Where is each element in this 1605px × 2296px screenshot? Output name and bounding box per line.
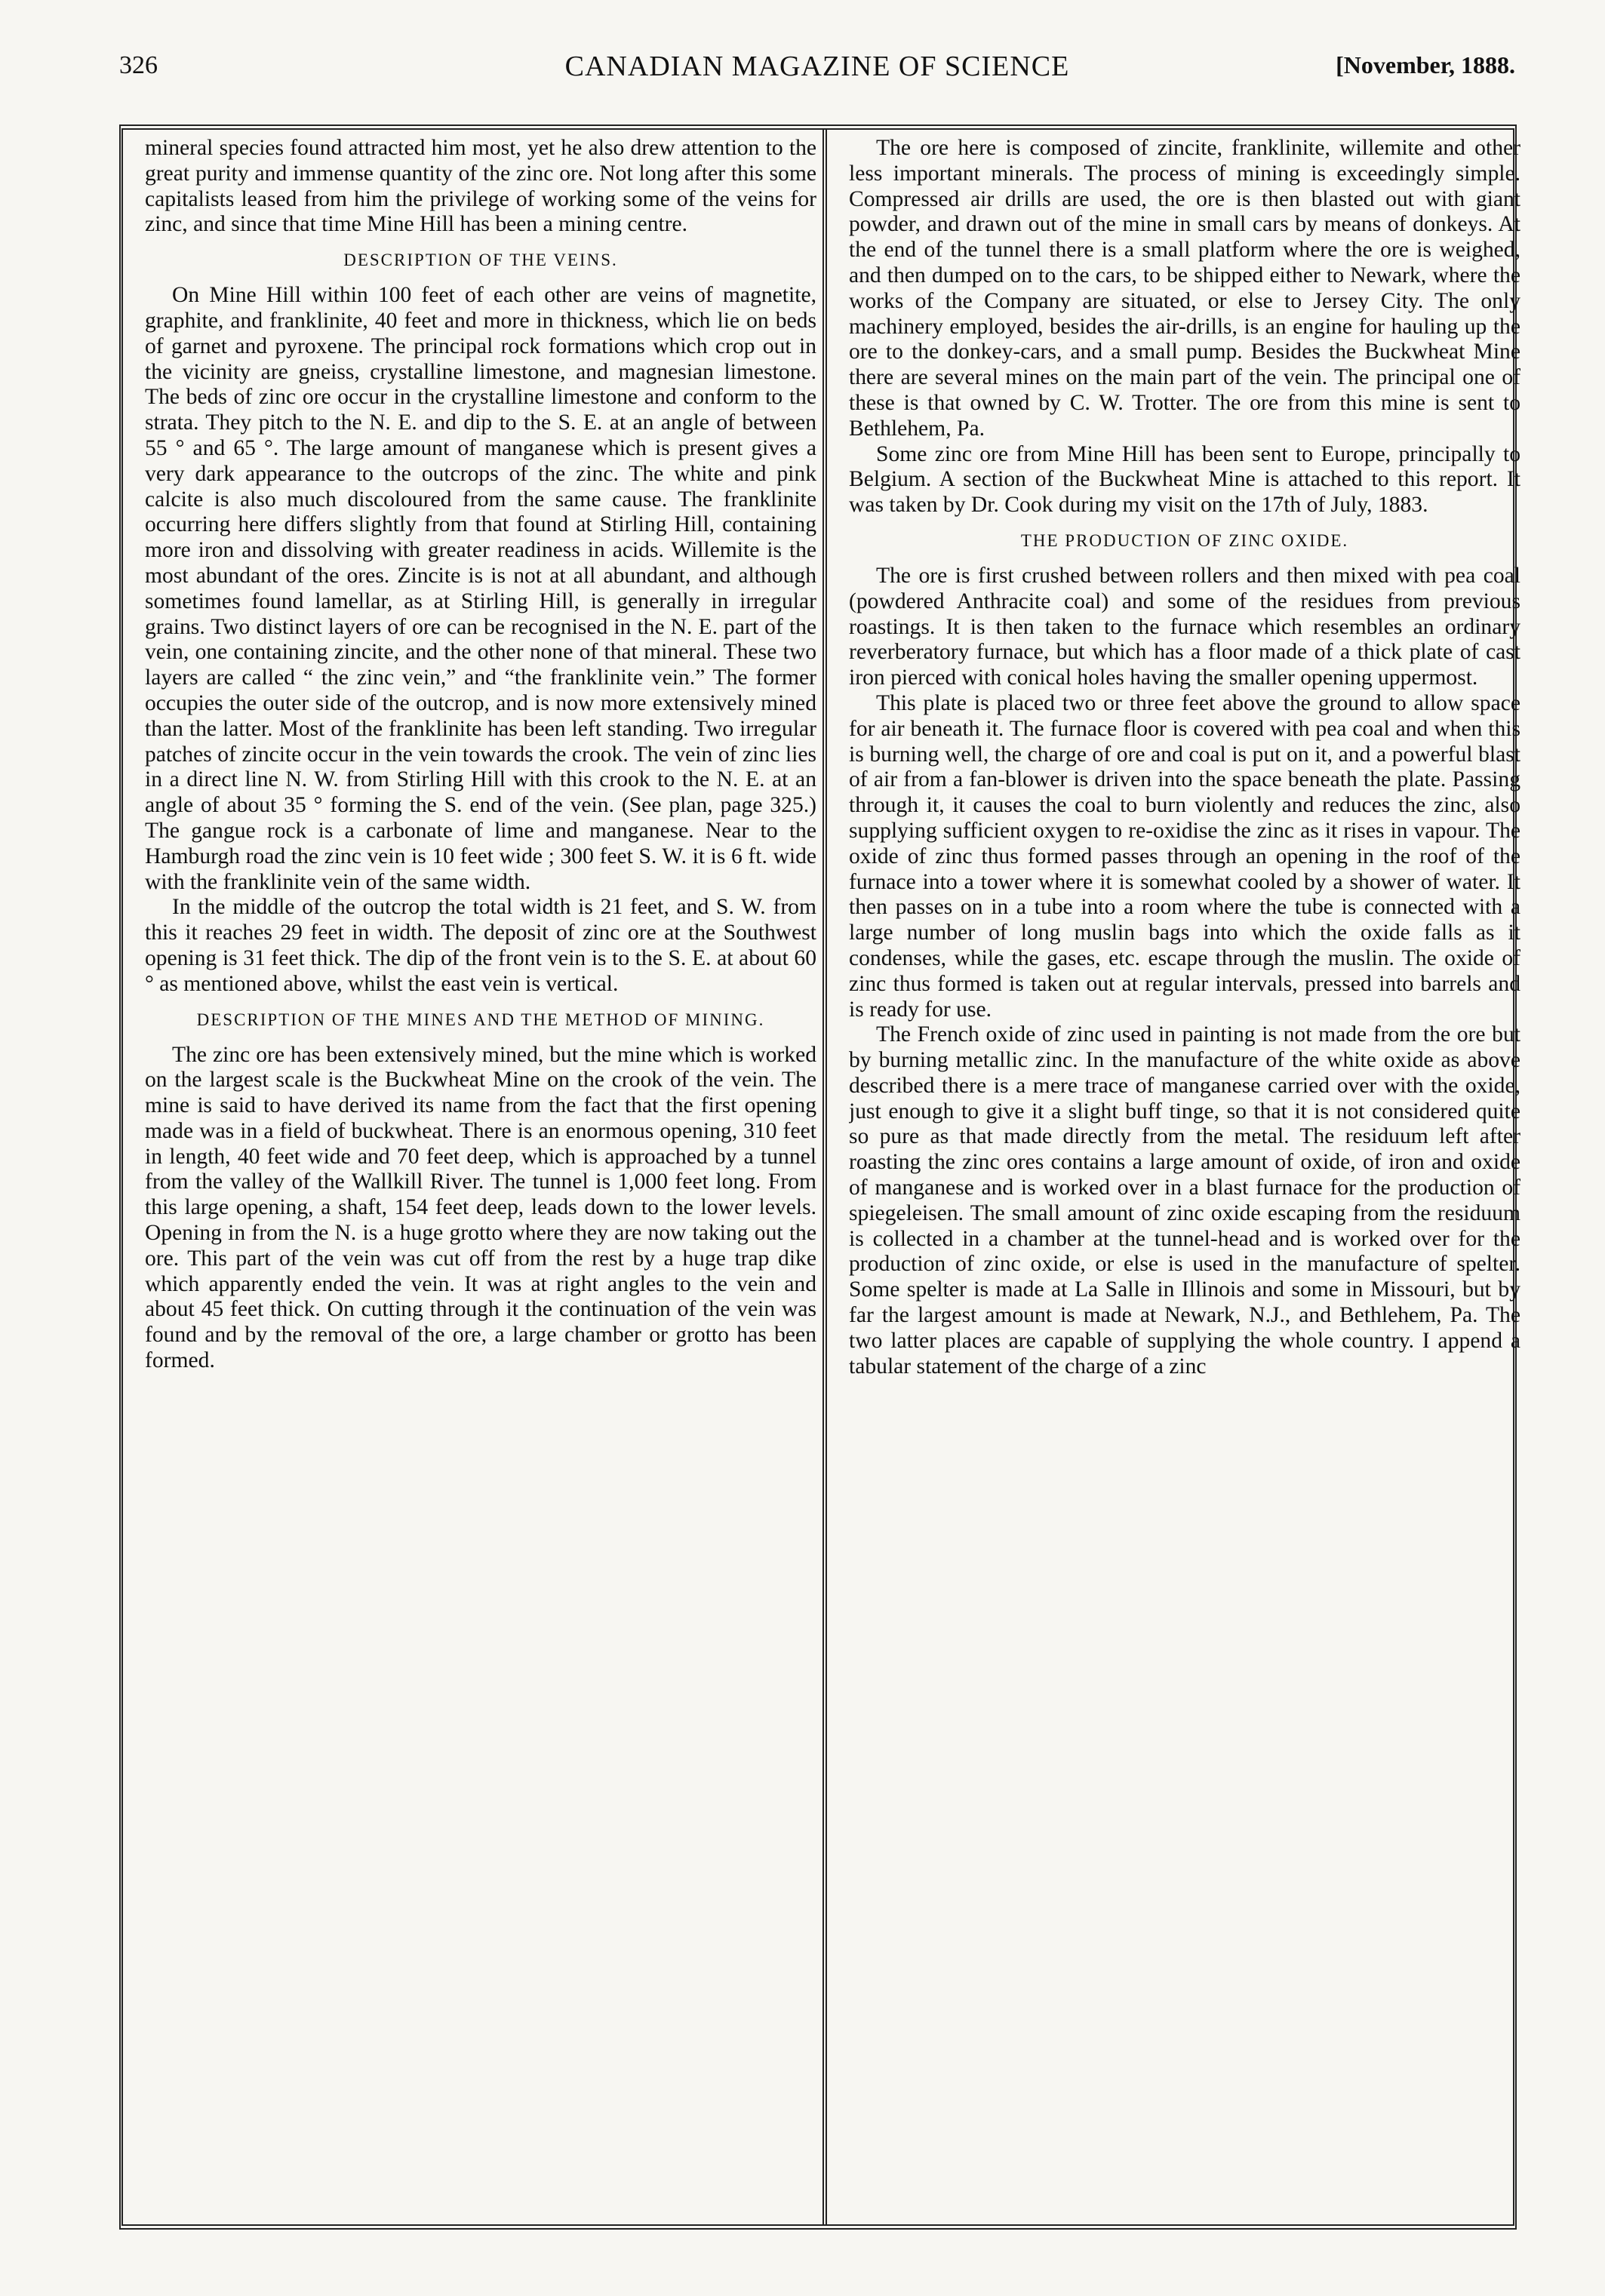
issue-date: [November, 1888. [1336,51,1515,78]
paragraph: On Mine Hill within 100 feet of each other are veins of magnetite, graphite, and franklinite, 40 feet and more in thickness, which lie on beds of garnet and pyroxene. The principal rock formations which crop out in the vicinity are gneiss, crystalline limestone, and magnesian limestone. The beds of zinc ore occur in the crystalline limestone and conform to the strata. They pitch to the N. E. and dip to the S. E. at an angle of between 55 ° and 65 °. The large amount of manganese which is present gives a very dark appearance to the outcrops of the zinc. The white and pink calcite is also much discoloured from the same cause. The franklinite occurring here differs slightly from that found at Stirling Hill, containing more iron and dissolving with greater readiness in acids. Willemite is the most abundant of the ores. Zincite is is not at all abundant, and although sometimes found lamellar, as at Stirling Hill, is generally in irregular grains. Two distinct layers of ore can be recognised in the N. E. part of the vein, one containing zincite, and the other none of that mineral. These two layers are called “ the zinc vein,” and “the franklinite vein.” The former occupies the outer side of the outcrop, and is now more extensively mined than the latter. Most of the franklinite has been left standing. Two irregular patches of zincite occur in the vein towards the crook. The vein of zinc lies in a direct line N. W. from Stirling Hill with this crook to the N. E. at an angle of about 35 ° forming the S. end of the vein. (See plan, page 325.) The gangue rock is a carbonate of lime and manganese. Near to the Hamburgh road the zinc vein is 10 feet wide ; 300 feet S. W. it is 6 ft. wide with the franklinite vein of the same width. [145,283,816,894]
section-heading: DESCRIPTION OF THE MINES AND THE METHOD OF MINING. [196,1010,765,1029]
page-header [119,44,1515,97]
running-title: CANADIAN MAGAZINE OF SCIENCE [564,51,1070,82]
paragraph: mineral species found attracted him most, yet he also drew attention to the great purity and immense quantity of the zinc ore. Not long after this some capitalists leased from him the privilege of working some of the veins for zinc, and since that time Mine Hill has been a mining centre. [145,136,816,237]
paragraph: The ore is first crushed between rollers and then mixed with pea coal (powdered Anthracite coal) and some of the residues from previous roastings. It is then taken to the furnace which resembles an ordinary reverberatory furnace, but which has a floor made of a thick plate of cast iron pierced with conical holes having the smaller opening uppermost. [849,563,1520,690]
paragraph: The zinc ore has been extensively mined, but the mine which is worked on the largest scale is the Buckwheat Mine on the crook of the vein. The mine is said to have derived its name from the fact that the first opening made was in a field of buckwheat. There is an enormous opening, 310 feet in length, 40 feet wide and 70 feet deep, which is approached by a tunnel from the valley of the Wallkill River. The tunnel is 1,000 feet long. From this large opening, a shaft, 154 feet deep, leads down to the lower levels. Opening in from the N. is a huge grotto where they are now taking out the ore. This part of the vein was cut off from the rest by a huge trap dike which apparently ended the vein. It was at right angles to the vein and about 45 feet thick. On cutting through it the continuation of the vein was found and by the removal of the ore, a large chamber or grotto has been formed. [145,1042,816,1373]
paragraph: In the middle of the outcrop the total width is 21 feet, and S. W. from this it reaches 29 feet in width. The deposit of zinc ore at the Southwest opening is 31 feet thick. The dip of the front vein is to the S. E. at about 60 ° as mentioned above, whilst the east vein is vertical. [145,895,816,996]
column-divider [822,130,827,2224]
paragraph: The French oxide of zinc used in painting is not made from the ore but by burning metallic zinc. In the manufacture of the white oxide as above described there is a mere trace of manganese carried over with the oxide, just enough to give it a slight buff tinge, so that it is not considered quite so pure as that made directly from the metal. The residuum left after roasting the zinc ores contains a large amount of oxide, of iron and oxide of manganese and is worked over in a blast furnace for the production of spiegeleisen. The small amount of zinc oxide escaping from the residuum is collected in a chamber at the tunnel-head and is worked over for the production of zinc oxide, or else is used in the manufacture of spelter. Some spelter is made at La Salle in Illinois and some in Missouri, but by far the largest amount is made at Newark, N.J., and Bethlehem, Pa. The two latter places are capable of supplying the whole country. I append a tabular statement of the charge of a zinc [849,1022,1520,1379]
paragraph: The ore here is composed of zincite, franklinite, willemite and other less important minerals. The process of mining is exceedingly simple. Compressed air drills are used, the ore is then blasted out with giant powder, and drawn out of the mine in small cars by means of donkeys. At the end of the tunnel there is a small platform where the ore is weighed, and then dumped on to the cars, to be shipped either to Newark, where the works of the Company are situated, or else to Jersey City. The only machinery employed, besides the air-drills, is an engine for hauling up the ore to the donkey-cars, and a small pump. Besides the Buckwheat Mine there are several mines on the main part of the vein. The principal one of these is that owned by C. W. Trotter. The ore from this mine is sent to Bethlehem, Pa. [849,136,1520,441]
left-column [145,136,816,2207]
section-heading: THE PRODUCTION OF ZINC OXIDE. [1020,530,1349,550]
page-number: 326 [119,51,158,79]
section-heading: DESCRIPTION OF THE VEINS. [343,251,618,270]
paragraph: Some zinc ore from Mine Hill has been sent to Europe, principally to Belgium. A section of the Buckwheat Mine is attached to this report. It was taken by Dr. Cook during my visit on the 17th of July, 1883. [849,441,1520,518]
right-column [849,136,1520,2207]
paragraph: This plate is placed two or three feet above the ground to allow space for air beneath it. The furnace floor is covered with pea coal and when this is burning well, the charge of ore and coal is put on it, and a powerful blast of air from a fan-blower is driven into the space beneath the plate. Passing through it, it causes the coal to burn violently and reduces the zinc, also supplying sufficient oxygen to re-oxidise the zinc as it rises in vapour. The oxide of zinc thus formed passes through an opening in the roof of the furnace into a tower where it is somewhat cooled by a shower of water. It then passes on in a tube into a room where the tube is connected with a large number of long muslin bags into which the oxide falls as it condenses, while the gases, etc. escape through the muslin. The oxide of zinc thus formed is taken out at regular intervals, pressed into barrels and is ready for use. [849,690,1520,1022]
